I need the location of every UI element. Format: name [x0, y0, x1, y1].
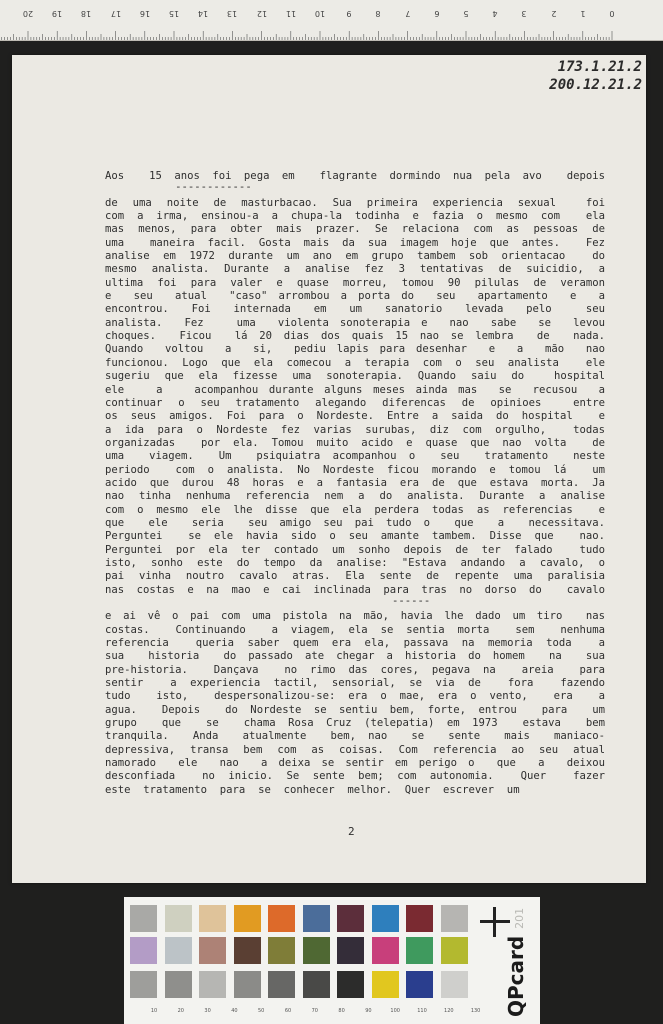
text-line: funcionou. Logo que ela comecou a terapia com o seu analista ele — [105, 356, 605, 369]
card-scale-label: 100 — [390, 1008, 400, 1014]
ruler-label: 10 — [314, 9, 326, 18]
text-line: Aos 15 anos foi pega em flagrante dormindo nua pela avo depois — [105, 170, 605, 182]
archive-code — [547, 58, 642, 94]
card-scale-label: 90 — [365, 1008, 372, 1014]
color-swatch — [234, 937, 261, 964]
text-line: agua. Depois do Nordeste se sentiu bem, forte, entrou para um — [105, 703, 605, 716]
color-swatch — [130, 905, 157, 932]
text-line: e ai vê o pai com uma pistola na mão, havia lhe dado um tiro nas — [105, 610, 605, 623]
card-scale-label: 50 — [258, 1008, 265, 1014]
text-line: choques. Ficou lá 20 dias dos quais 15 nao se lembra de nada. — [105, 330, 605, 343]
archive-code-line-1: 173.1.21.2 — [557, 59, 642, 75]
ruler-label: 2 — [551, 9, 557, 18]
ruler-label: 14 — [198, 9, 209, 18]
card-scale-label: 70 — [311, 1008, 318, 1014]
card-brand-name: QPcard — [504, 935, 528, 1017]
text-line: os seus amigos. Foi para o Nordeste. Entre a saida do hospital e — [105, 410, 605, 423]
text-line: analise em 1972 durante um ano em grupo tambem sob orientacao do — [105, 250, 605, 263]
color-swatch — [199, 971, 226, 998]
color-swatch — [130, 937, 157, 964]
color-swatch — [337, 937, 364, 964]
color-swatch — [234, 905, 261, 932]
card-scale-label: 10 — [150, 1008, 158, 1014]
text-line: analista. Fez uma violenta sonoterapia e nao sabe se levou — [105, 316, 605, 329]
underline-mark: ------------ — [105, 183, 252, 194]
archive-code-line-2: 200.12.21.2 — [549, 77, 642, 93]
text-line: com o mesmo ele lhe disse que ela perdera todas as referencias e — [105, 503, 605, 516]
text-line: uma viagem. Um psiquiatra acompanhou o seu tratamento neste — [105, 450, 605, 463]
text-line: acido que durou 48 horas e a fantasia era de que estava morta. Ja — [105, 476, 605, 489]
document-page — [12, 55, 646, 883]
card-scale-label: 20 — [177, 1008, 184, 1014]
text-line: costas. Continuando a viagem, ela se sentia morta sem nenhuma — [105, 623, 605, 636]
ruler-label: 19 — [52, 9, 63, 18]
text-line: sentir a experiencia tactil, sensorial, se via de fora fazendo — [105, 677, 605, 690]
card-scale-label: 80 — [338, 1008, 345, 1014]
text-line: sua historia do passado ate chegar a historia do homem na sua — [105, 650, 605, 663]
ruler-label: 8 — [375, 9, 381, 18]
ruler-label: 5 — [463, 9, 469, 18]
text-line: desconfiada no inicio. Se sente bem; com autonomia. Quer fazer — [105, 770, 605, 783]
card-scale-label: 120 — [444, 1008, 454, 1014]
ruler-label: 12 — [256, 9, 267, 18]
text-line: organizadas por ela. Tomou muito acido e quase que nao volta de — [105, 436, 605, 449]
card-scale-label: 40 — [231, 1008, 238, 1014]
color-swatch — [441, 905, 468, 932]
text-line: ultima foi para valer e quase morreu, tomou 90 pilulas de veramon — [105, 276, 605, 289]
text-line: nao tinha nenhuma referencia nem a do analista. Durante a analise — [105, 490, 605, 503]
ruler-label: 1 — [580, 9, 586, 18]
ruler-label: 16 — [139, 9, 150, 18]
text-line: depressiva, transa bem com as coisas. Com referencia ao seu atual — [105, 743, 605, 756]
text-line: a ida para o Nordeste fez varias surubas, diz com orgulho, todas — [105, 423, 605, 436]
color-swatch — [406, 905, 433, 932]
color-swatch — [199, 905, 226, 932]
text-line: uma maneira facil. Gosta mais da sua imagem hoje que antes. Fez — [105, 236, 605, 249]
color-swatch — [337, 971, 364, 998]
text-line: tudo isto, despersonalizou-se: era o mae, era o vento, era a — [105, 690, 605, 703]
color-calibration-card — [124, 897, 540, 1024]
text-line: ele a acompanhou durante alguns meses ainda mas se recusou a — [105, 383, 605, 396]
text-line: com a irma, ensinou-a a chupa-la todinha e fazia o mesmo com ela — [105, 210, 605, 223]
text-line: nas costas e na mao e cai inclinada para tras no dorso do cavalo — [105, 583, 605, 596]
color-swatch — [303, 937, 330, 964]
text-line: sugeriu que ela fizesse uma sonoterapia. Quando saiu do hospital — [105, 370, 605, 383]
color-swatch — [303, 905, 330, 932]
card-scale-label: 110 — [417, 1008, 427, 1014]
card-scale-label: 60 — [284, 1008, 292, 1014]
color-swatch — [441, 937, 468, 964]
text-line: mas menos, para obter mais prazer. Se relaciona com as pessoas de — [105, 223, 605, 236]
color-swatch — [337, 905, 364, 932]
color-swatch — [406, 937, 433, 964]
color-swatch — [268, 937, 295, 964]
ruler-label: 20 — [22, 9, 34, 18]
color-swatch — [303, 971, 330, 998]
text-line: e seu atual "caso" arrombou a porta do seu apartamento e a — [105, 290, 605, 303]
text-line: este tratamento para se conhecer melhor. Quer escrever um — [105, 783, 520, 796]
card-scale — [129, 1008, 479, 1020]
color-swatch — [441, 971, 468, 998]
text-line: Quando voltou a si, pediu lapis para desenhar e a mão nao — [105, 343, 605, 356]
page-number: 2 — [348, 825, 355, 838]
text-line: que ele seria seu amigo seu pai tudo o que a necessitava. — [105, 516, 605, 529]
card-scale-label: 30 — [204, 1008, 211, 1014]
color-swatch — [268, 905, 295, 932]
text-line: mesmo analista. Durante a analise fez 3 tentativas de suicidio, a — [105, 263, 605, 276]
ruler-label: 7 — [405, 9, 411, 18]
text-line: tranquila. Anda atualmente bem, nao se sente mais maniaco- — [105, 730, 605, 743]
ruler-label: 17 — [110, 9, 121, 18]
color-swatch — [406, 971, 433, 998]
card-scale-label: 130 — [470, 1008, 481, 1014]
ruler-label: 9 — [346, 9, 352, 18]
text-line: grupo que se chama Rosa Cruz (telepatia) em 1973 estava bem — [105, 717, 605, 730]
ruler-label: 15 — [168, 9, 180, 18]
color-swatch — [130, 971, 157, 998]
color-swatch — [199, 937, 226, 964]
card-brand — [482, 907, 542, 1017]
color-swatch — [372, 905, 399, 932]
text-line: pai vinha noutro cavalo atras. Ela sente de repente uma paralisia — [105, 570, 605, 583]
ruler-label: 13 — [227, 9, 238, 18]
ruler-label: 0 — [609, 9, 615, 18]
typed-body-text — [105, 170, 605, 797]
underline-mark: ------ — [105, 597, 431, 607]
measurement-ruler — [0, 0, 663, 41]
color-swatch — [234, 971, 261, 998]
text-line: continuar o seu tratamento alegando diferencas de opinioes entre — [105, 396, 605, 409]
ruler-label: 6 — [434, 9, 440, 18]
text-line: encontrou. Foi internada em um sanatorio levada pelo seu — [105, 303, 605, 316]
ruler-label: 18 — [81, 9, 92, 18]
text-line: de uma noite de masturbacao. Sua primeira experiencia sexual foi — [105, 196, 605, 209]
ruler-label: 3 — [521, 9, 527, 18]
color-swatch — [372, 937, 399, 964]
ruler-ticks — [0, 0, 663, 40]
ruler-label: 11 — [285, 9, 296, 18]
color-swatch — [268, 971, 295, 998]
card-model-number: 201 — [513, 907, 526, 929]
text-line: periodo com o analista. No Nordeste ficou morando e tomou lá um — [105, 463, 605, 476]
color-swatch — [165, 937, 192, 964]
text-line: isto, sonho este do tempo da analise: "Estava andando a cavalo, o — [105, 556, 605, 569]
color-swatch — [165, 971, 192, 998]
ruler-label: 4 — [492, 9, 498, 18]
text-line: referencia queria saber quem era ela, passava na memoria toda a — [105, 637, 605, 650]
text-line: Perguntei por ela ter contado um sonho depois de ter falado tudo — [105, 543, 605, 556]
text-line: namorado ele nao a deixa se sentir em perigo o que a deixou — [105, 757, 605, 770]
color-swatch — [372, 971, 399, 998]
color-swatch — [165, 905, 192, 932]
text-line: pre-historia. Dançava no rimo das cores, pegava na areia para — [105, 663, 605, 676]
text-line: Perguntei se ele havia sido o seu amante tambem. Disse que nao. — [105, 530, 605, 543]
